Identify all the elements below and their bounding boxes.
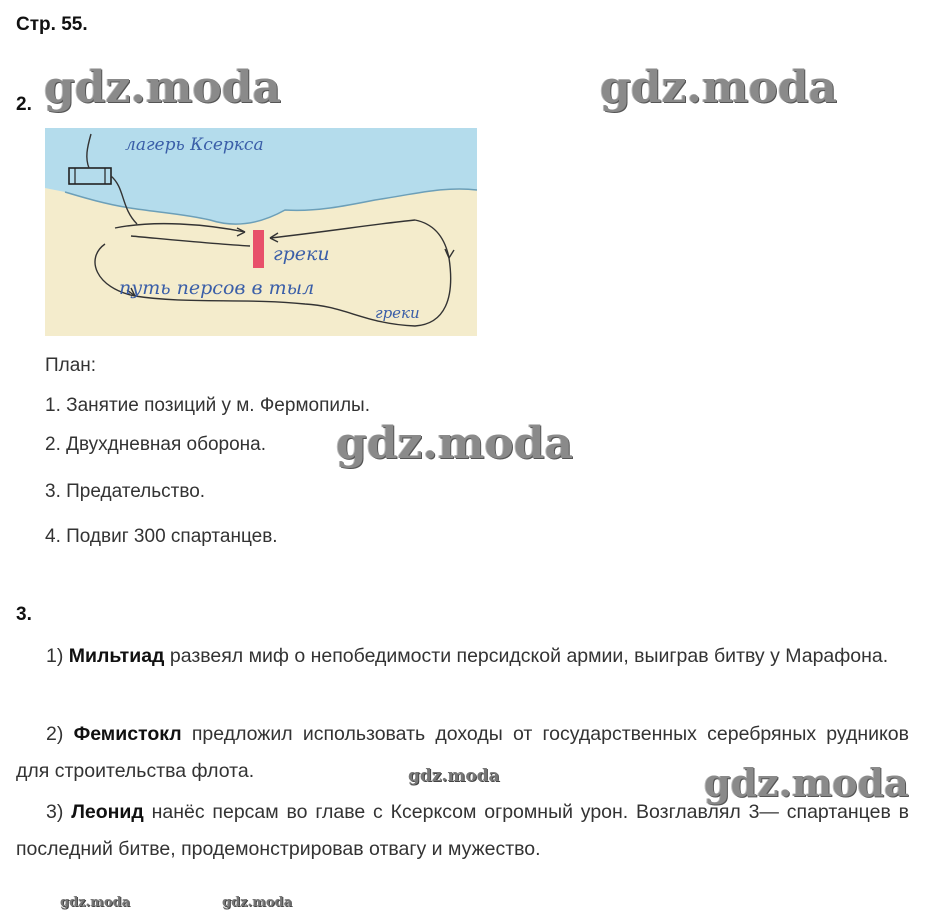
answer-item: 1) Мильтиад развеял миф о непобедимости персидской армии, выиграв битву у Марафона.	[46, 645, 889, 667]
map-label-greeks: греки	[273, 243, 330, 265]
answer-item: 2) Фемистокл предложил использовать доходы от государственных серебряных рудников для строительства флота.	[16, 723, 910, 782]
watermark: gdz.moda	[60, 895, 131, 910]
watermark: gdz.moda	[222, 895, 293, 910]
map-label-path: путь персов в тыл	[119, 277, 315, 299]
map-label-camp: лагерь Ксеркса	[125, 135, 264, 155]
plan-item: 2. Двухдневная оборона.	[45, 434, 267, 455]
watermark: gdz.moda	[336, 418, 574, 469]
task-2-number: 2.	[16, 94, 32, 115]
person-name: Мильтиад	[68, 645, 165, 667]
plan-title: План:	[45, 355, 97, 376]
map-label-greeks-right: греки	[375, 304, 420, 322]
watermark: gdz.moda	[704, 760, 909, 805]
watermark: gdz.moda	[44, 62, 282, 113]
thermopylae-map	[45, 128, 477, 336]
plan-item: 4. Подвиг 300 спартанцев.	[45, 526, 278, 547]
plan-item: 3. Предательство.	[45, 481, 206, 502]
watermark: gdz.moda	[408, 766, 500, 786]
person-name: Фемистокл	[73, 723, 182, 745]
watermark: gdz.moda	[600, 62, 838, 113]
person-name: Леонид	[71, 801, 144, 823]
plan-item: 1. Занятие позиций у м. Фермопилы.	[45, 395, 370, 416]
greek-line	[253, 230, 264, 268]
task-3-number: 3.	[16, 604, 32, 625]
answer-item: 3) Леонид нанёс персам во главе с Ксерксом огромный урон. Возглавлял 3— спартанцев в последний битве, продемонстрировав отвагу и мужество.	[16, 801, 910, 860]
page-label: Стр. 55.	[16, 14, 88, 35]
